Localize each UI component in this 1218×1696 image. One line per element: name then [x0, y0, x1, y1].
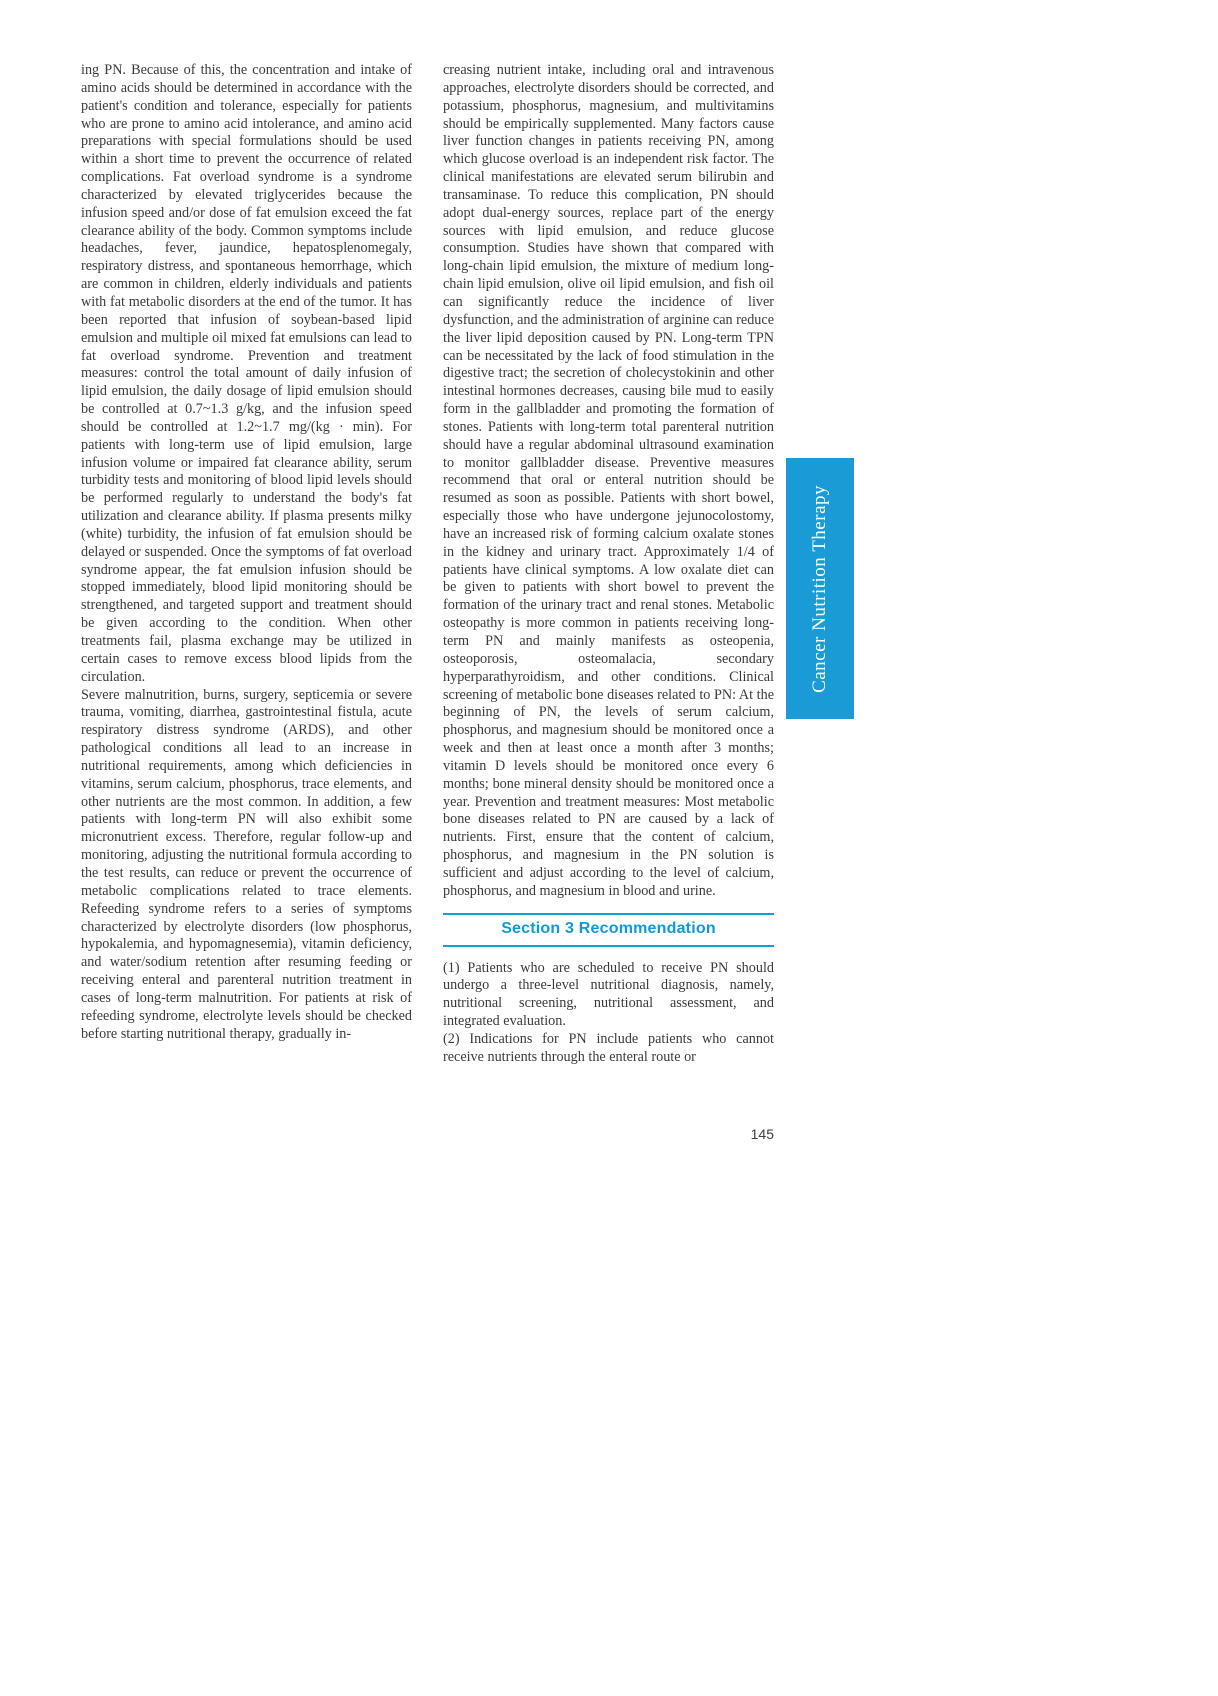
text-column-right	[443, 62, 774, 1067]
section-heading	[443, 913, 774, 947]
text-column-left	[81, 62, 412, 1043]
chapter-tab	[786, 458, 854, 719]
body-paragraph-continuation: creasing nutrient intake, including oral and intravenous approaches, electrolyte disorders should be corrected, and potassium, phosphorus, magnesium, and multivitamins should be empirically supplemented. Many factors cause liver function changes in patients receiving PN, among which glucose overload is an independent risk factor. The clinical manifestations are elevated serum bilirubin and transaminase. To reduce this complication, PN should adopt dual-energy sources, replace part of the energy sources with lipid emulsion, and reduce glucose consumption. Studies have shown that compared with long-chain lipid emulsion, the mixture of medium long-chain lipid emulsion, olive oil lipid emulsion, and fish oil can significantly reduce the incidence of liver dysfunction, and the administration of arginine can reduce the liver lipid deposition caused by PN. Long-term TPN can be necessitated by the lack of food stimulation in the digestive tract; the secretion of cholecystokinin and other intestinal hormones decreases, causing bile mud to easily form in the gallbladder and promoting the formation of stones. Patients with long-term total parenteral nutrition should have a regular abdominal ultrasound examination to monitor gallbladder disease. Preventive measures recommend that oral or enteral nutrition should be resumed as soon as possible. Patients with short bowel, especially those who have undergone jejunocolostomy, have an increased risk of forming calcium oxalate stones in the kidney and urinary tract. Approximately 1/4 of patients have clinical symptoms. A low oxalate diet can be given to patients with short bowel to prevent the formation of the urinary tract and renal stones. Metabolic osteopathy is more common in patients receiving long-term PN and mainly manifests as osteopenia, osteoporosis, osteomalacia, secondary hyperparathyroidism, and other conditions. Clinical screening of metabolic bone diseases related to PN: At the beginning of PN, the levels of serum calcium, phosphorus, and magnesium should be monitored once a week and then at least once a month after 3 months; vitamin D levels should be monitored once every 6 months; bone mineral density should be monitored once a year. Prevention and treatment measures: Most metabolic bone diseases related to PN are caused by a lack of nutrients. First, ensure that the content of calcium, phosphorus, and magnesium in the PN solution is sufficient and adjust according to the level of calcium, phosphorus, and magnesium in blood and urine.	[443, 62, 774, 899]
recommendation-paragraph: (2) Indications for PN include patients who cannot receive nutrients through the enteral route or	[443, 1030, 774, 1065]
chapter-tab-label: Cancer Nutrition Therapy	[809, 484, 830, 693]
body-paragraph: ing PN. Because of this, the concentration and intake of amino acids should be determined in accordance with the patient's condition and tolerance, especially for patients who are prone to amino acid intolerance, and amino acid preparations with special formulations should be used within a short time to prevent the occurrence of related complications. Fat overload syndrome is a syndrome characterized by elevated triglycerides because the infusion speed and/or dose of fat emulsion exceed the fat clearance ability of the body. Common symptoms include headaches, fever, jaundice, hepatosplenomegaly, respiratory distress, and spontaneous hemorrhage, which are common in children, elderly individuals and patients with fat metabolic disorders at the end of the tumor. It has been reported that infusion of soybean-based lipid emulsion and multiple oil mixed fat emulsions can lead to fat overload syndrome. Prevention and treatment measures: control the total amount of daily infusion of lipid emulsion, the daily dosage of lipid emulsion should be controlled at 0.7~1.3 g/kg, and the infusion speed should be controlled at 1.2~1.7 mg/(kg · min). For patients with long-term use of lipid emulsion, large infusion volume or impaired fat clearance ability, serum turbidity tests and monitoring of blood lipid levels should be performed regularly to understand the body's fat utilization and clearance ability. If plasma presents milky (white) turbidity, the infusion of fat emulsion should be delayed or suspended. Once the symptoms of fat overload syndrome appear, the fat emulsion infusion should be stopped immediately, blood lipid monitoring should be strengthened, and targeted support and treatment should be given according to the condition. When other treatments fail, plasma exchange may be utilized in certain cases to remove excess blood lipids from the circulation.	[81, 62, 412, 685]
section-heading-label: Section 3 Recommendation	[501, 919, 716, 937]
body-paragraph: Severe malnutrition, burns, surgery, septicemia or severe trauma, vomiting, diarrhea, gastrointestinal fistula, acute respiratory distress syndrome (ARDS), and other pathological conditions all lead to an increase in nutritional requirements, among which deficiencies in vitamins, serum calcium, phosphorus, trace elements, and other nutrients are the most common. In addition, a few patients with long-term PN will also exhibit some micronutrient excess. Therefore, regular follow-up and monitoring, adjusting the nutritional formula according to the test results, can reduce or prevent the occurrence of metabolic complications related to trace elements. Refeeding syndrome refers to a series of symptoms characterized by electrolyte disorders (low phosphorus, hypokalemia, and hypomagnesemia), vitamin deficiency, and water/sodium retention after resuming feeding or receiving enteral and parenteral nutrition treatment in cases of long-term malnutrition. For patients at risk of refeeding syndrome, electrolyte levels should be checked before starting nutritional therapy, gradually in-	[81, 686, 412, 1042]
page-number: 145	[750, 1126, 774, 1142]
recommendation-paragraph: (1) Patients who are scheduled to receive PN should undergo a three-level nutritional diagnosis, namely, nutritional screening, nutritional assessment, and integrated evaluation.	[443, 959, 774, 1030]
